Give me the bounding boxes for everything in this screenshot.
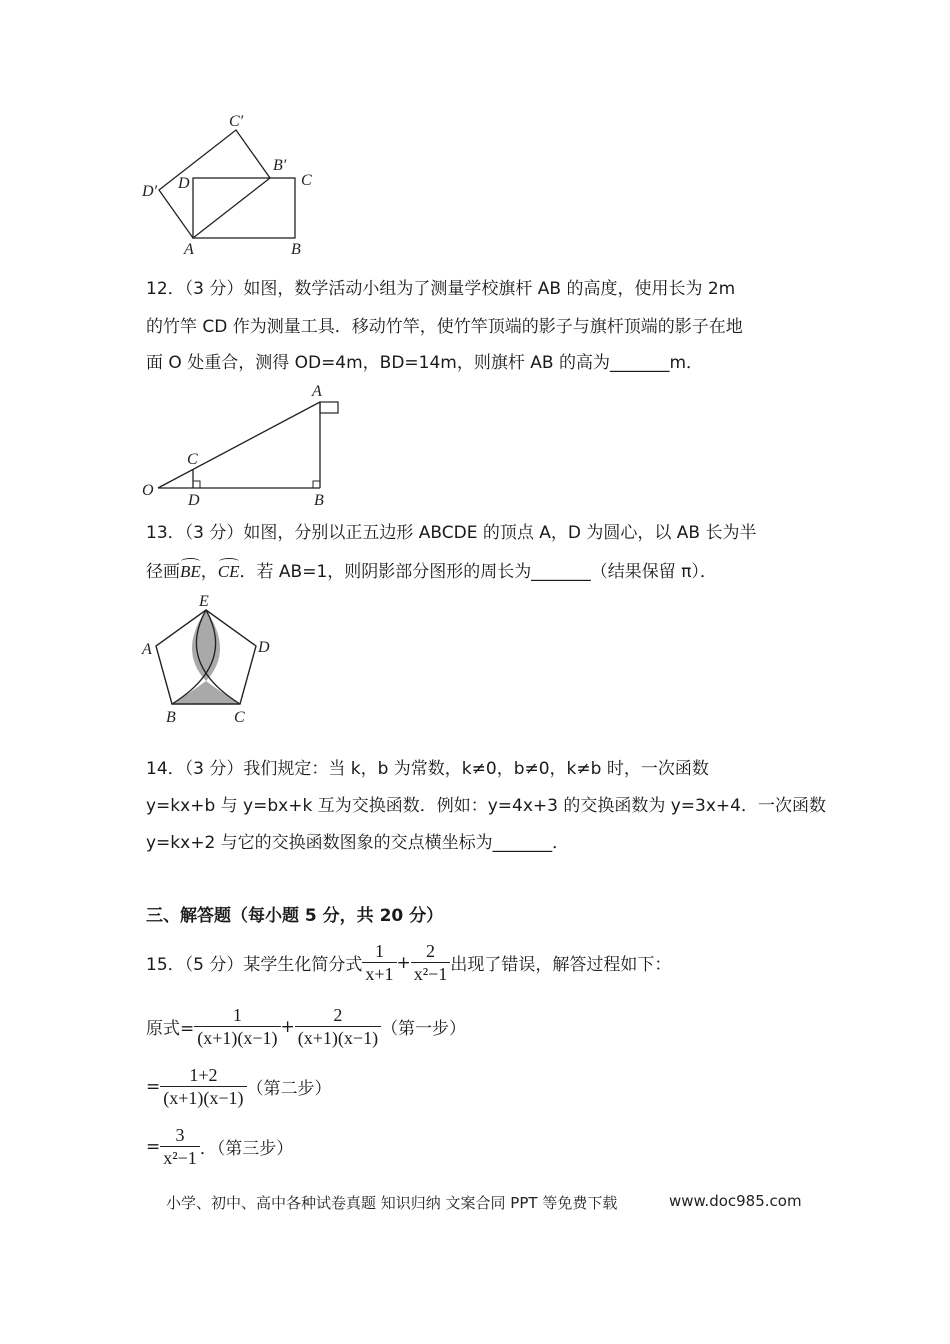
q15-step-3 bbox=[146, 1124, 293, 1169]
label-b: B bbox=[314, 492, 324, 509]
q15-prefix: 15．（5 分）某学生化简分式 bbox=[146, 955, 363, 975]
label-d: D bbox=[188, 492, 200, 509]
label-a: A bbox=[184, 241, 194, 258]
arc-ce: CE bbox=[217, 562, 240, 581]
numerator: 3 bbox=[175, 1125, 185, 1145]
step-2-fraction bbox=[160, 1064, 246, 1109]
q15-suffix: 出现了错误，解答过程如下： bbox=[450, 955, 672, 975]
numerator: 1 bbox=[232, 1005, 242, 1025]
denominator: (x+1)(x−1) bbox=[160, 1086, 246, 1109]
step-3-note: ．（第三步） bbox=[199, 1139, 294, 1159]
footer-text: 小学、初中、高中各种试卷真题 知识归纳 文案合同 PPT 等免费下载 bbox=[166, 1194, 618, 1212]
figure-rotated-rectangle bbox=[140, 108, 330, 258]
label-c: C bbox=[234, 709, 245, 726]
q14-line-2: y=kx+b 与 y=bx+k 互为交换函数．例如：y=4x+3 的交换函数为 y=3x+4．一次函数 bbox=[146, 796, 826, 816]
label-b: B bbox=[291, 241, 301, 258]
step-2-note: （第二步） bbox=[246, 1079, 332, 1099]
q15-step-1 bbox=[146, 1004, 466, 1049]
denominator: (x+1)(x−1) bbox=[295, 1026, 381, 1049]
q14-line-3: y=kx+2 与它的交换函数图象的交点横坐标为_______． bbox=[146, 833, 570, 853]
q12-line-1: 12．（3 分）如图，数学活动小组为了测量学校旗杆 AB 的高度，使用长为 2m bbox=[146, 279, 736, 299]
label-o: O bbox=[142, 482, 154, 499]
q15-statement bbox=[146, 940, 671, 985]
denominator: x+1 bbox=[362, 962, 396, 985]
denominator: x²−1 bbox=[160, 1146, 200, 1169]
fraction-1-over-x-plus-1 bbox=[362, 940, 396, 985]
q12-line-2: 的竹竿 CD 作为测量工具．移动竹竿，使竹竿顶端的影子与旗杆顶端的影子在地 bbox=[146, 317, 743, 337]
label-a: A bbox=[312, 383, 322, 400]
step-1-note: （第一步） bbox=[381, 1019, 467, 1039]
numerator: 1+2 bbox=[189, 1065, 218, 1085]
q13-separator: ， bbox=[200, 562, 218, 582]
figure-flagpole-shadow bbox=[138, 380, 348, 510]
label-c: C bbox=[187, 451, 198, 468]
numerator: 2 bbox=[333, 1005, 343, 1025]
label-e: E bbox=[199, 593, 209, 610]
label-b-prime: B′ bbox=[273, 157, 287, 174]
footer-link[interactable]: www.doc985.com bbox=[669, 1192, 802, 1210]
denominator: (x+1)(x−1) bbox=[194, 1026, 280, 1049]
q13-line-1: 13．（3 分）如图，分别以正五边形 ABCDE 的顶点 A，D 为圆心，以 AB 长为半 bbox=[146, 523, 757, 543]
plus-sign: + bbox=[396, 952, 411, 973]
step-3-prefix: = bbox=[146, 1136, 161, 1157]
label-c-prime: C′ bbox=[229, 113, 244, 130]
label-d: D bbox=[258, 639, 270, 656]
label-a: A bbox=[142, 641, 152, 658]
q13-line-2-end: ．若 AB=1，则阴影部分图形的周长为_______（结果保留 π）． bbox=[239, 562, 717, 582]
figure-pentagon-arcs bbox=[140, 588, 280, 728]
arc-be: BE bbox=[180, 562, 201, 581]
step-3-fraction bbox=[160, 1124, 200, 1169]
plus-sign: + bbox=[280, 1016, 295, 1037]
q13-line-2 bbox=[146, 561, 717, 583]
fraction-2-over-x2-minus-1 bbox=[411, 940, 451, 985]
numerator: 2 bbox=[426, 941, 436, 961]
label-b: B bbox=[166, 709, 176, 726]
q13-line-2-start: 径画 bbox=[146, 562, 180, 582]
numerator: 1 bbox=[374, 941, 384, 961]
q12-line-3: 面 O 处重合，测得 OD=4m，BD=14m，则旗杆 AB 的高为_______m． bbox=[146, 353, 704, 373]
label-d: D bbox=[178, 175, 190, 192]
step-1-prefix: 原式= bbox=[146, 1019, 195, 1039]
q14-line-1: 14．（3 分）我们规定：当 k，b 为常数，k≠0，b≠0，k≠b 时，一次函数 bbox=[146, 759, 709, 779]
label-c: C bbox=[301, 172, 312, 189]
step-1-fraction-a bbox=[194, 1004, 280, 1049]
step-1-fraction-b bbox=[295, 1004, 381, 1049]
denominator: x²−1 bbox=[411, 962, 451, 985]
step-2-prefix: = bbox=[146, 1076, 161, 1097]
label-d-prime: D′ bbox=[142, 183, 158, 200]
section-3-title: 三、解答题（每小题 5 分，共 20 分） bbox=[146, 906, 444, 926]
q15-step-2 bbox=[146, 1064, 332, 1109]
